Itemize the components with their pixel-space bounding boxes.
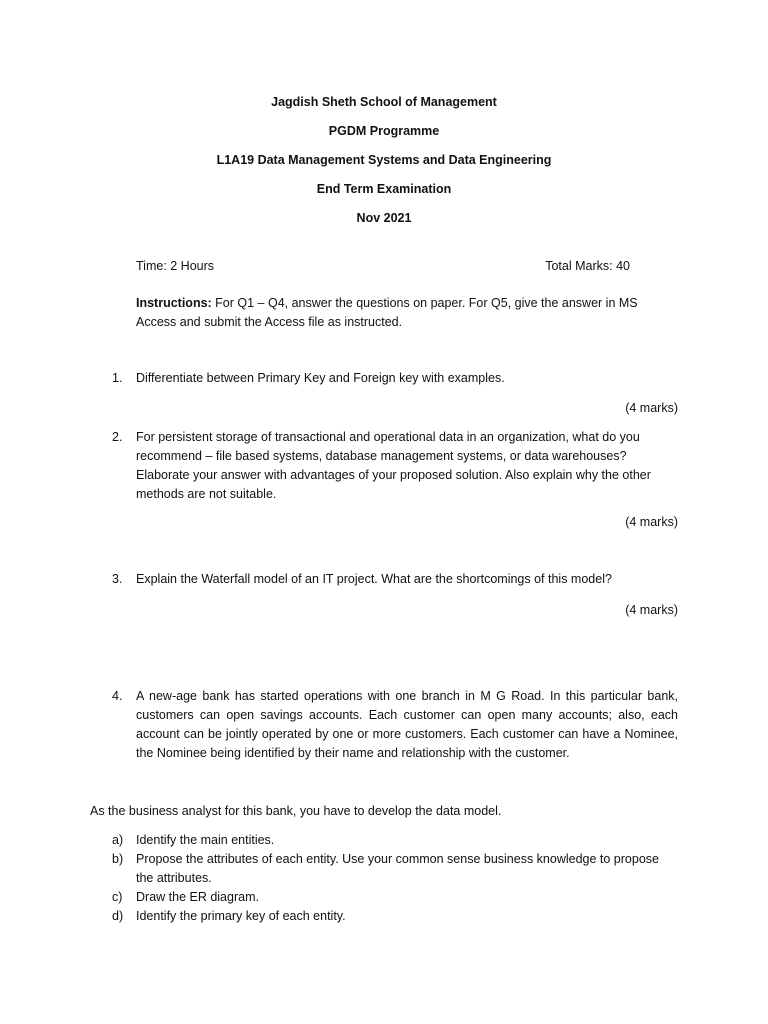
question-3-marks: (4 marks): [625, 603, 678, 617]
exam-duration: Time: 2 Hours: [136, 259, 215, 273]
sub-question-c: [112, 888, 678, 907]
sub-question-b: [112, 850, 678, 888]
school-name: Jagdish Sheth School of Management: [271, 95, 497, 109]
question-text: Explain the Waterfall model of an IT project. What are the shortcomings of this model?: [136, 572, 612, 586]
instructions: [136, 294, 678, 332]
question-1-marks: (4 marks): [625, 401, 678, 415]
question-text: For persistent storage of transactional and operational data in an organization, what do you recommend – file based systems, database management systems, or data warehouses? Elaborate your answer with advantages of your proposed solution. Also explain why the other methods are not suitable.: [136, 430, 651, 501]
exam-total-marks: Total Marks: 40: [545, 259, 630, 273]
exam-title: End Term Examination: [316, 182, 452, 196]
sub-question-a: [112, 831, 678, 850]
sub-question-d: [112, 907, 678, 926]
programme-name: PGDM Programme: [328, 124, 440, 138]
question-2-marks: (4 marks): [625, 515, 678, 529]
sub-question-text: Draw the ER diagram.: [136, 890, 259, 904]
question-number: 1.: [112, 371, 123, 385]
sub-question-label: c): [112, 890, 123, 904]
course-title: L1A19 Data Management Systems and Data Engineering: [216, 153, 552, 167]
question-number: 3.: [112, 572, 123, 586]
question-2: [112, 428, 678, 504]
sub-question-label: d): [112, 909, 124, 923]
sub-question-label: b): [112, 852, 124, 866]
instructions-lead: Instructions:: [136, 296, 212, 310]
question-text: A new-age bank has started operations with one branch in M G Road. In this particular bank, customers can open savings accounts. Each customer can open many accounts; also, each account can be jointly operated by one or more customers. Each customer can have a Nominee, the Nominee being identified by their name and relationship with the customer.: [136, 689, 678, 760]
exam-date: Nov 2021: [356, 211, 412, 225]
scenario-intro: As the business analyst for this bank, you have to develop the data model.: [90, 804, 502, 818]
sub-question-text: Identify the main entities.: [136, 833, 275, 847]
sub-question-label: a): [112, 833, 124, 847]
instructions-text: For Q1 – Q4, answer the questions on paper. For Q5, give the answer in MS Access and submit the Access file as instructed.: [136, 296, 638, 329]
question-3: [112, 570, 678, 589]
exam-meta-row: [136, 257, 630, 276]
question-1: [112, 369, 678, 388]
question-text: Differentiate between Primary Key and Foreign key with examples.: [136, 371, 505, 385]
sub-question-text: Propose the attributes of each entity. Use your common sense business knowledge to propose the attributes.: [136, 852, 659, 885]
question-4: [112, 687, 678, 763]
question-number: 2.: [112, 430, 123, 444]
sub-question-text: Identify the primary key of each entity.: [136, 909, 346, 923]
sub-question-list: [112, 831, 678, 926]
question-number: 4.: [112, 689, 123, 703]
